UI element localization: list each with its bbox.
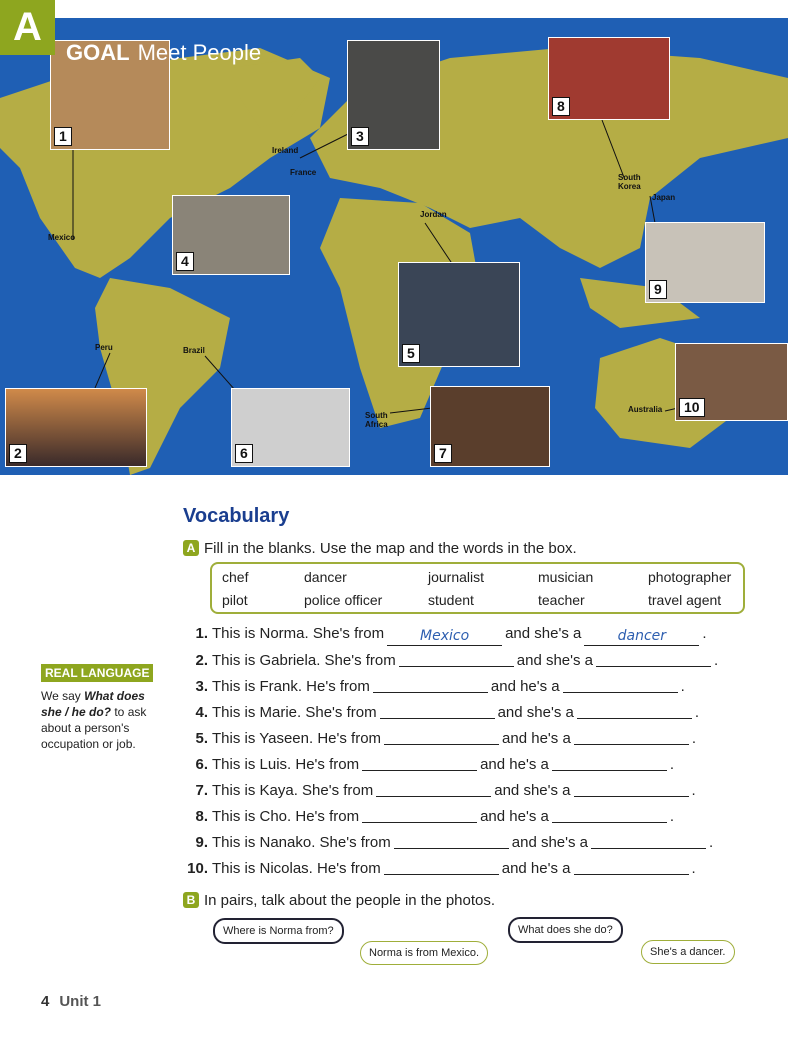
map-label: Australia xyxy=(628,405,663,414)
exercise-number: 7. xyxy=(195,782,208,799)
occupation-blank[interactable] xyxy=(552,755,667,771)
exercise-number: 2. xyxy=(195,652,208,669)
sentence-start: This is Norma. She's from xyxy=(212,625,385,642)
occupation-blank[interactable] xyxy=(596,651,711,667)
exercise-number: 5. xyxy=(195,730,208,747)
photo-5 xyxy=(398,262,520,367)
exercise-item xyxy=(183,625,707,646)
occupation-blank[interactable] xyxy=(563,677,678,693)
exercise-item xyxy=(183,755,674,773)
photo-3 xyxy=(347,40,440,150)
sentence-middle: and she's a xyxy=(511,834,589,851)
instruction-b xyxy=(183,892,495,909)
real-language-box xyxy=(41,664,166,752)
map-label: Jordan xyxy=(420,210,447,219)
exercise-number: 10. xyxy=(187,860,208,877)
sentence-middle: and she's a xyxy=(494,782,571,799)
map-label: France xyxy=(290,168,317,177)
exercise-number: 8. xyxy=(195,808,208,825)
unit-label: Unit 1 xyxy=(59,993,102,1010)
country-blank[interactable] xyxy=(362,807,477,823)
period: . xyxy=(691,730,696,747)
exercise-number: 3. xyxy=(195,678,208,695)
page-number: 4 xyxy=(41,993,50,1010)
speech-bubble: She's a dancer. xyxy=(641,940,735,964)
country-blank[interactable] xyxy=(384,729,499,745)
world-map xyxy=(0,18,788,475)
photo-2 xyxy=(5,388,147,467)
occupation-blank[interactable] xyxy=(574,729,689,745)
sentence-middle: and he's a xyxy=(502,730,571,747)
period: . xyxy=(714,652,719,669)
goal-heading xyxy=(66,40,261,66)
country-blank[interactable] xyxy=(373,677,488,693)
sentence-start: This is Kaya. She's from xyxy=(212,782,374,799)
instruction-a xyxy=(183,540,577,557)
period: . xyxy=(709,834,714,851)
speech-bubble: What does she do? xyxy=(508,917,623,943)
photo-number: 10 xyxy=(679,398,705,417)
instruction-text: In pairs, talk about the people in the photos. xyxy=(204,892,496,909)
photo-10 xyxy=(675,343,788,421)
word-box-item: photographer xyxy=(648,569,732,585)
exercise-item xyxy=(183,703,699,721)
occupation-blank[interactable]: dancer xyxy=(584,630,699,646)
sentence-start: This is Gabriela. She's from xyxy=(212,652,396,669)
sentence-start: This is Luis. He's from xyxy=(212,756,360,773)
text: We say xyxy=(41,689,85,703)
sentence-middle: and he's a xyxy=(480,756,549,773)
occupation-blank[interactable] xyxy=(577,703,692,719)
country-blank[interactable] xyxy=(394,833,509,849)
photo-9 xyxy=(645,222,765,303)
photo-number: 2 xyxy=(9,444,27,463)
sentence-middle: and he's a xyxy=(490,678,560,695)
real-language-text xyxy=(41,688,166,752)
photo-number: 4 xyxy=(176,252,194,271)
exercise-item xyxy=(183,677,685,695)
map-label: South Korea xyxy=(618,173,641,191)
period: . xyxy=(702,625,707,642)
period: . xyxy=(691,860,696,877)
word-box-item: journalist xyxy=(428,569,485,585)
speech-bubble: Where is Norma from? xyxy=(213,918,344,944)
sentence-start: This is Cho. He's from xyxy=(212,808,360,825)
word-box-item: teacher xyxy=(538,592,585,608)
instruction-text: Fill in the blanks. Use the map and the words in the box. xyxy=(204,540,577,557)
word-box-item: chef xyxy=(222,569,249,585)
sentence-start: This is Yaseen. He's from xyxy=(212,730,382,747)
exercise-number: 6. xyxy=(195,756,208,773)
sentence-start: This is Frank. He's from xyxy=(212,678,370,695)
occupation-blank[interactable] xyxy=(591,833,706,849)
exercise-number: 1. xyxy=(195,625,208,642)
map-label: Ireland xyxy=(272,146,299,155)
exercise-item xyxy=(183,807,674,825)
page-footer xyxy=(41,993,101,1010)
country-blank[interactable] xyxy=(376,781,491,797)
sentence-start: This is Nicolas. He's from xyxy=(212,860,381,877)
photo-number: 8 xyxy=(552,97,570,116)
word-box-item: dancer xyxy=(304,569,347,585)
exercise-item xyxy=(183,651,718,669)
exercise-letter-b: B xyxy=(183,892,199,908)
period: . xyxy=(669,756,675,773)
emphasis: What does she / he do? xyxy=(41,689,145,719)
photo-7 xyxy=(430,386,550,467)
country-blank[interactable] xyxy=(380,703,495,719)
country-blank[interactable]: Mexico xyxy=(387,630,502,646)
occupation-blank[interactable] xyxy=(574,781,689,797)
word-box-item: police officer xyxy=(304,592,383,608)
map-label: Brazil xyxy=(183,346,205,355)
photo-number: 6 xyxy=(235,444,253,463)
photo-number: 9 xyxy=(649,280,667,299)
period: . xyxy=(691,782,696,799)
word-box-item: pilot xyxy=(222,592,248,608)
period: . xyxy=(694,704,700,721)
map-label: South Africa xyxy=(365,411,388,429)
sentence-start: This is Nanako. She's from xyxy=(212,834,391,851)
exercise-number: 4. xyxy=(195,704,208,721)
word-box xyxy=(210,562,745,614)
country-blank[interactable] xyxy=(399,651,514,667)
country-blank[interactable] xyxy=(384,859,499,875)
period: . xyxy=(669,808,675,825)
photo-4 xyxy=(172,195,290,275)
photo-number: 1 xyxy=(54,127,72,146)
exercise-item xyxy=(183,729,696,747)
sentence-middle: and she's a xyxy=(505,625,582,642)
word-box-item: student xyxy=(428,592,474,608)
occupation-blank[interactable] xyxy=(552,807,667,823)
lesson-letter-badge: A xyxy=(0,0,55,55)
exercise-number: 9. xyxy=(195,834,208,851)
map-label: Peru xyxy=(95,343,113,352)
period: . xyxy=(680,678,685,695)
real-language-tag: REAL LANGUAGE xyxy=(41,664,153,682)
exercise-item xyxy=(183,781,696,799)
occupation-blank[interactable] xyxy=(574,859,689,875)
map-label: Japan xyxy=(652,193,676,202)
photo-number: 7 xyxy=(434,444,452,463)
photo-8 xyxy=(548,37,670,120)
photo-number: 3 xyxy=(351,127,369,146)
word-box-item: travel agent xyxy=(648,592,722,608)
exercise-item xyxy=(183,859,696,877)
country-blank[interactable] xyxy=(362,755,477,771)
sentence-middle: and he's a xyxy=(501,860,571,877)
text: to ask about a person's occupation or job. xyxy=(41,705,147,751)
exercise-item xyxy=(183,833,713,851)
map-label: Mexico xyxy=(48,233,76,242)
photo-number: 5 xyxy=(402,344,420,363)
section-title: Vocabulary xyxy=(183,505,290,527)
photo-6 xyxy=(231,388,350,467)
sentence-middle: and she's a xyxy=(516,652,594,669)
goal-text: Meet People xyxy=(137,40,262,65)
sentence-start: This is Marie. She's from xyxy=(212,704,377,721)
exercise-letter-a: A xyxy=(183,540,199,556)
goal-label: GOAL xyxy=(66,40,130,65)
speech-bubble: Norma is from Mexico. xyxy=(360,941,488,965)
sentence-middle: and he's a xyxy=(480,808,549,825)
sentence-middle: and she's a xyxy=(497,704,574,721)
word-box-item: musician xyxy=(538,569,594,585)
